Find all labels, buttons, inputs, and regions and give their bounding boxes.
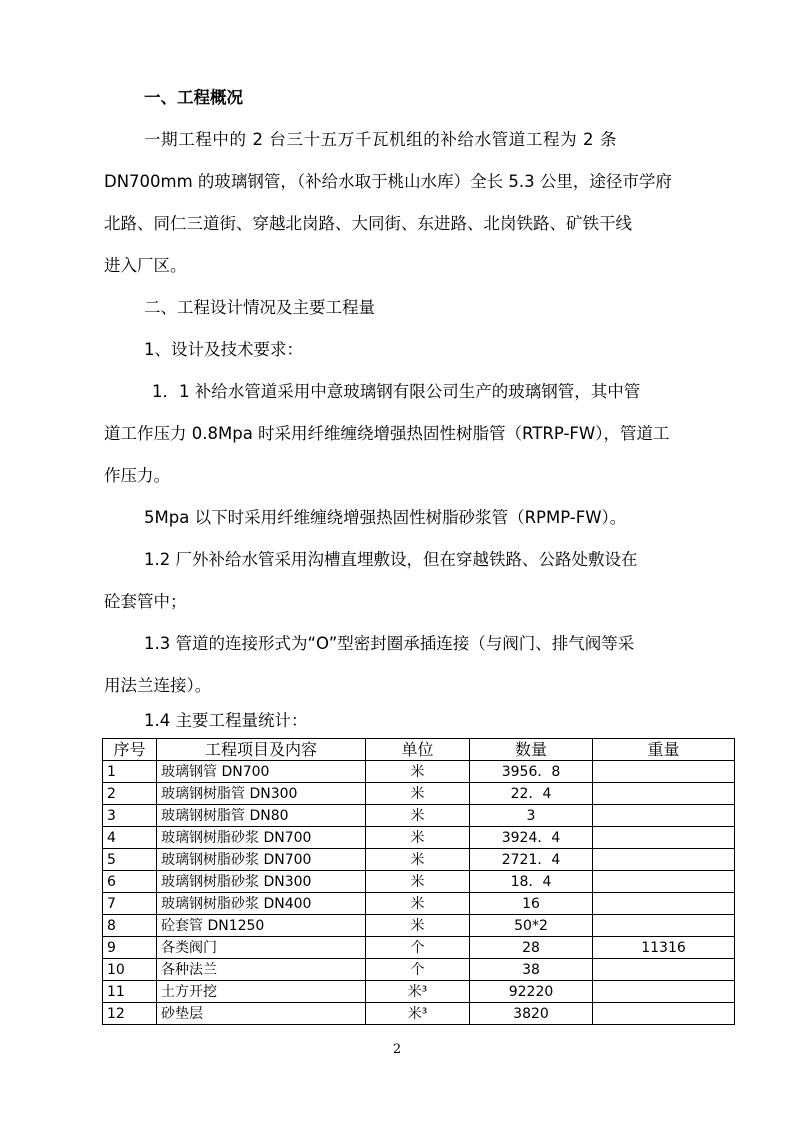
cell-quantity: 3956．8 — [470, 761, 593, 783]
cell-quantity: 38 — [470, 959, 593, 981]
col-header-quantity: 数量 — [470, 739, 593, 761]
cell-item: 玻璃钢管 DN700 — [157, 761, 366, 783]
cell-unit: 米 — [366, 871, 470, 893]
cell-quantity: 3 — [470, 805, 593, 827]
table-row — [103, 849, 735, 871]
cell-item: 玻璃钢树脂砂浆 DN400 — [157, 893, 366, 915]
cell-quantity: 3924．4 — [470, 827, 593, 849]
table-header-row — [103, 739, 735, 761]
cell-no: 1 — [103, 761, 157, 783]
paragraph-line: 5Mpa 以下时采用纤维缠绕增强热固性树脂砂浆管（RPMP-FW）。 — [144, 508, 627, 527]
cell-no: 8 — [103, 915, 157, 937]
paragraph-line: 道工作压力 0.8Mpa 时采用纤维缠绕增强热固性树脂管（RTRP-FW），管道工 — [104, 424, 670, 443]
cell-unit: 米 — [366, 761, 470, 783]
cell-quantity: 28 — [470, 937, 593, 959]
cell-weight — [593, 1003, 735, 1025]
cell-no: 12 — [103, 1003, 157, 1025]
cell-unit: 米 — [366, 915, 470, 937]
cell-unit: 米 — [366, 783, 470, 805]
cell-unit: 个 — [366, 937, 470, 959]
cell-quantity: 18．4 — [470, 871, 593, 893]
cell-unit: 米³ — [366, 1003, 470, 1025]
cell-no: 9 — [103, 937, 157, 959]
table-row — [103, 1003, 735, 1025]
paragraph-line: 作压力。 — [104, 466, 170, 485]
cell-weight — [593, 981, 735, 1003]
cell-weight — [593, 893, 735, 915]
table-row — [103, 871, 735, 893]
cell-item: 玻璃钢树脂管 DN300 — [157, 783, 366, 805]
cell-weight — [593, 959, 735, 981]
table-row — [103, 827, 735, 849]
table-row — [103, 893, 735, 915]
cell-quantity: 3820 — [470, 1003, 593, 1025]
paragraph-line: 北路、同仁三道街、穿越北岗路、大同街、东进路、北岗铁路、矿铁干线 — [104, 214, 632, 233]
cell-no: 10 — [103, 959, 157, 981]
col-header-weight: 重量 — [593, 739, 735, 761]
cell-unit: 个 — [366, 959, 470, 981]
table-row — [103, 761, 735, 783]
heading-design: 二、工程设计情况及主要工程量 — [144, 298, 375, 317]
cell-weight — [593, 761, 735, 783]
cell-quantity: 22．4 — [470, 783, 593, 805]
cell-weight: 11316 — [593, 937, 735, 959]
table-row — [103, 783, 735, 805]
cell-no: 2 — [103, 783, 157, 805]
cell-weight — [593, 849, 735, 871]
cell-unit: 米 — [366, 827, 470, 849]
cell-item: 各类阀门 — [157, 937, 366, 959]
heading-overview: 一、工程概况 — [144, 88, 243, 107]
paragraph-line: 进入厂区。 — [104, 256, 187, 275]
cell-weight — [593, 783, 735, 805]
col-header-unit: 单位 — [366, 739, 470, 761]
page-number: 2 — [392, 1042, 402, 1057]
cell-no: 11 — [103, 981, 157, 1003]
table-row — [103, 959, 735, 981]
paragraph-line: 1．1 补给水管道采用中意玻璃钢有限公司生产的玻璃钢管，其中管 — [152, 382, 641, 401]
cell-weight — [593, 871, 735, 893]
cell-no: 7 — [103, 893, 157, 915]
cell-quantity: 50*2 — [470, 915, 593, 937]
cell-item: 砼套管 DN1250 — [157, 915, 366, 937]
cell-weight — [593, 915, 735, 937]
cell-quantity: 16 — [470, 893, 593, 915]
cell-weight — [593, 805, 735, 827]
cell-item: 砂垫层 — [157, 1003, 366, 1025]
cell-quantity: 2721．4 — [470, 849, 593, 871]
table-row — [103, 915, 735, 937]
paragraph-line: 1.2 厂外补给水管采用沟槽直埋敷设，但在穿越铁路、公路处敷设在 — [144, 550, 638, 569]
heading-requirements: 1、设计及技术要求： — [144, 340, 303, 359]
cell-no: 4 — [103, 827, 157, 849]
cell-item: 玻璃钢树脂砂浆 DN700 — [157, 849, 366, 871]
cell-item: 玻璃钢树脂管 DN80 — [157, 805, 366, 827]
cell-item: 玻璃钢树脂砂浆 DN700 — [157, 827, 366, 849]
cell-item: 土方开挖 — [157, 981, 366, 1003]
cell-unit: 米 — [366, 849, 470, 871]
col-header-no: 序号 — [103, 739, 157, 761]
cell-weight — [593, 827, 735, 849]
cell-unit: 米 — [366, 893, 470, 915]
cell-no: 3 — [103, 805, 157, 827]
table-caption: 1.4 主要工程量统计： — [144, 711, 308, 730]
table-row — [103, 981, 735, 1003]
cell-item: 各种法兰 — [157, 959, 366, 981]
quantity-table — [102, 738, 735, 1025]
paragraph-line: DN700mm 的玻璃钢管，（补给水取于桃山水库）全长 5.3 公里，途径市学府 — [104, 172, 672, 191]
cell-no: 5 — [103, 849, 157, 871]
cell-item: 玻璃钢树脂砂浆 DN300 — [157, 871, 366, 893]
cell-quantity: 92220 — [470, 981, 593, 1003]
paragraph-line: 用法兰连接）。 — [104, 676, 212, 695]
cell-unit: 米 — [366, 805, 470, 827]
cell-no: 6 — [103, 871, 157, 893]
table-row — [103, 805, 735, 827]
paragraph-line: 1.3 管道的连接形式为“O”型密封圈承插连接（与阀门、排气阀等采 — [144, 634, 635, 653]
paragraph-line: 一期工程中的 2 台三十五万千瓦机组的补给水管道工程为 2 条 — [144, 130, 618, 149]
col-header-item: 工程项目及内容 — [157, 739, 366, 761]
cell-unit: 米³ — [366, 981, 470, 1003]
table-row — [103, 937, 735, 959]
paragraph-line: 砼套管中； — [104, 592, 187, 611]
